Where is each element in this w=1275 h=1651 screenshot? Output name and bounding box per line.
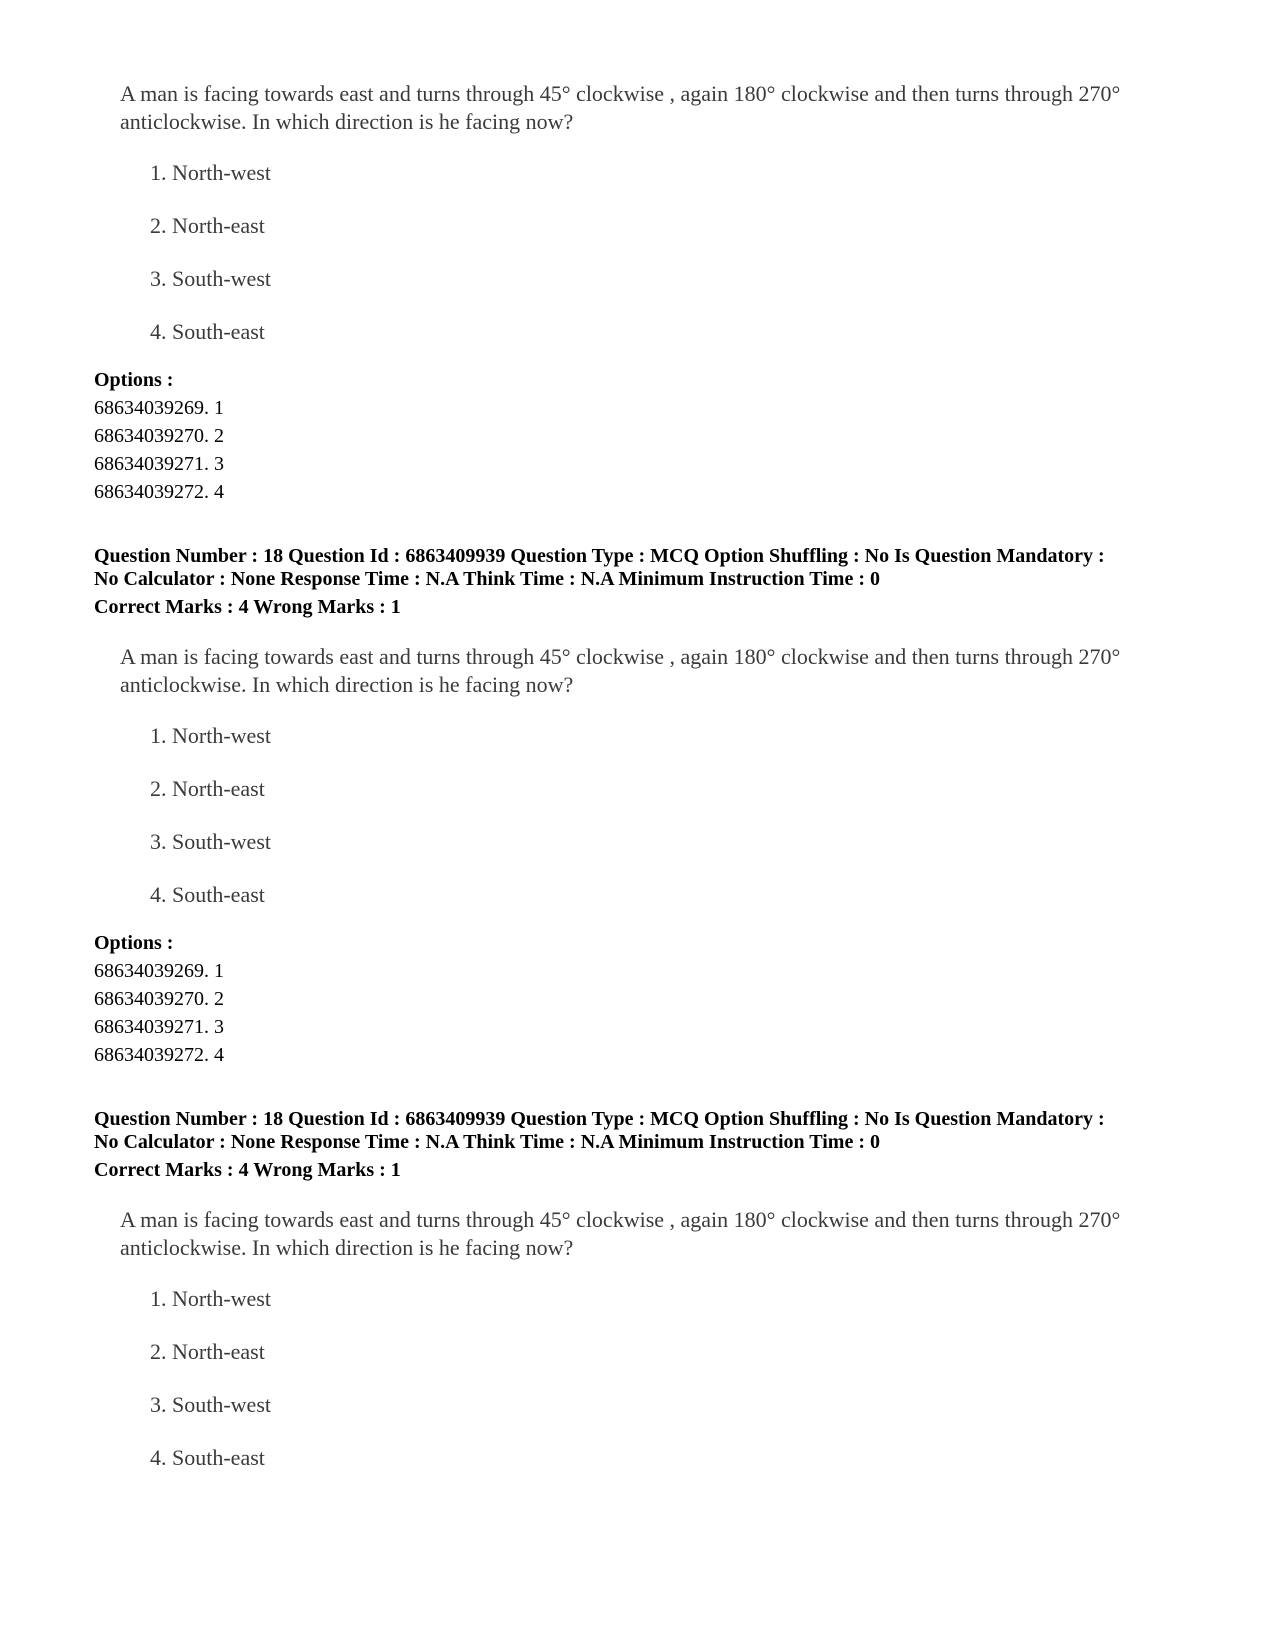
choice-3: 3. South-west xyxy=(150,1392,271,1417)
question-text: A man is facing towards east and turns through 45° clockwise , again 180° clockwise and then turns through 270° anticlockwise. In which direction is he facing now? xyxy=(120,644,1121,697)
choice-2: 2. North-east xyxy=(150,776,265,801)
choice-1: 1. North-west xyxy=(150,1286,271,1311)
option-id-3: 68634039271. 3 xyxy=(94,1016,224,1038)
choice-1: 1. North-west xyxy=(150,160,271,185)
choice-3: 3. South-west xyxy=(150,829,271,854)
option-id-2: 68634039270. 2 xyxy=(94,425,224,447)
options-title: Options : xyxy=(94,369,174,391)
choice-1: 1. North-west xyxy=(150,723,271,748)
question-meta-line-2: No Calculator : None Response Time : N.A Think Time : N.A Minimum Instruction Time : 0 xyxy=(94,1131,880,1153)
options-title: Options : xyxy=(94,932,174,954)
question-meta-line-1: Question Number : 18 Question Id : 6863409939 Question Type : MCQ Option Shuffling : No Is Question Mandatory : xyxy=(94,545,1105,567)
choice-2: 2. North-east xyxy=(150,1339,265,1364)
option-id-1: 68634039269. 1 xyxy=(94,960,224,982)
option-id-4: 68634039272. 4 xyxy=(94,1044,224,1066)
marks-line: Correct Marks : 4 Wrong Marks : 1 xyxy=(94,1159,401,1181)
choice-4: 4. South-east xyxy=(150,319,265,344)
choice-3: 3. South-west xyxy=(150,266,271,291)
question-meta-line-1: Question Number : 18 Question Id : 6863409939 Question Type : MCQ Option Shuffling : No Is Question Mandatory : xyxy=(94,1108,1105,1130)
question-text: A man is facing towards east and turns through 45° clockwise , again 180° clockwise and then turns through 270° anticlockwise. In which direction is he facing now? xyxy=(120,81,1121,134)
option-id-1: 68634039269. 1 xyxy=(94,397,224,419)
choice-4: 4. South-east xyxy=(150,1445,265,1470)
question-text: A man is facing towards east and turns through 45° clockwise , again 180° clockwise and then turns through 270° anticlockwise. In which direction is he facing now? xyxy=(120,1207,1121,1260)
option-id-4: 68634039272. 4 xyxy=(94,481,224,503)
option-id-2: 68634039270. 2 xyxy=(94,988,224,1010)
choice-4: 4. South-east xyxy=(150,882,265,907)
option-id-3: 68634039271. 3 xyxy=(94,453,224,475)
marks-line: Correct Marks : 4 Wrong Marks : 1 xyxy=(94,596,401,618)
choice-2: 2. North-east xyxy=(150,213,265,238)
question-meta-line-2: No Calculator : None Response Time : N.A Think Time : N.A Minimum Instruction Time : 0 xyxy=(94,568,880,590)
